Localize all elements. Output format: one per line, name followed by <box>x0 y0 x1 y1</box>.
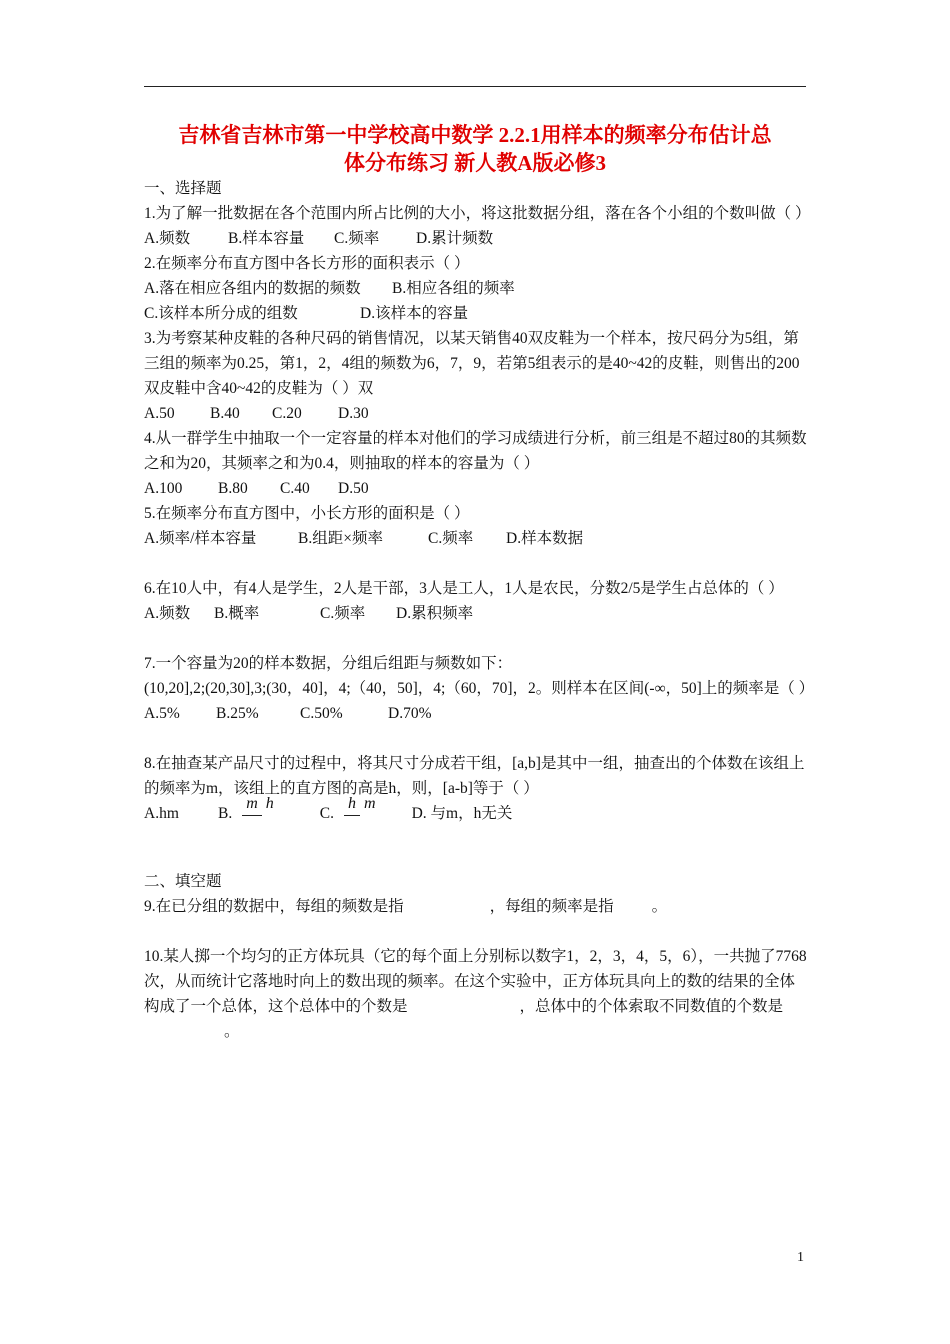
option-d: D.30 <box>338 405 369 422</box>
page-number: 1 <box>797 1250 804 1265</box>
question-10-part-1: 10.某人掷一个均匀的正方体玩具（它的每个面上分别标以数字1，2，3，4，5，6），一共抛了7768次，从而统计它落地时向上的数出现的频率。在这个实验中，正方体玩具向上的数的结果的全体构成了一个总体，这个总体中的个数是 <box>144 948 807 1015</box>
document-title <box>130 121 820 177</box>
option-b: B.25% <box>216 705 259 722</box>
option-c: C.频率 <box>334 230 380 247</box>
option-a: A.100 <box>144 480 183 497</box>
option-d: D.50 <box>338 480 369 497</box>
option-b: B.样本容量 <box>228 230 305 247</box>
question-10-part-3: 。 <box>224 1023 240 1040</box>
option-a: A.落在相应各组内的数据的频数 <box>144 280 361 297</box>
question-9-part-3: 。 <box>651 898 668 915</box>
question-7-line-2: (10,20],2;(20,30],3;(30，40]，4;（40，50]，4;（60，70]，2。则样本在区间(-∞，50]上的频率是（ ） <box>144 680 815 697</box>
option-c: C.频率 <box>320 605 366 622</box>
question-9-part-1: 9.在已分组的数据中，每组的频数是指 <box>144 898 404 915</box>
question-2: 2.在频率分布直方图中各长方形的面积表示（ ） <box>144 255 470 272</box>
option-d: D.70% <box>388 705 432 722</box>
option-a: A.50 <box>144 405 175 422</box>
header-rule <box>144 86 806 87</box>
question-10 <box>144 944 808 1044</box>
section-heading-fill: 二、填空题 <box>144 873 222 890</box>
option-b: B.概率 <box>214 605 260 622</box>
section-heading-choice: 一、选择题 <box>144 180 222 197</box>
option-a: A.频数 <box>144 230 191 247</box>
option-a: A.5% <box>144 705 180 722</box>
question-4: 4.从一群学生中抽取一个一定容量的样本对他们的学习成绩进行分析，前三组是不超过80的其频数之和为20，其频率之和为0.4，则抽取的样本的容量为（ ） <box>144 430 807 472</box>
option-c: C.40 <box>280 480 310 497</box>
option-c: C. <box>319 805 334 822</box>
document-body <box>144 176 815 1044</box>
question-4-options <box>144 476 808 501</box>
fraction-m-over-h <box>242 793 278 816</box>
fraction-denominator: m <box>364 794 376 812</box>
question-1-options <box>144 226 808 251</box>
option-b: B.40 <box>210 405 240 422</box>
question-7-line-1: 7.一个容量为20的样本数据，分组后组距与频数如下： <box>144 655 513 672</box>
option-c: C.50% <box>300 705 343 722</box>
question-8: 8.在抽查某产品尺寸的过程中，将其尺寸分成若干组，[a,b]是其中一组，抽查出的个体数在该组上的频率为m，该组上的直方图的高是h，则，[a-b]等于（ ） <box>144 755 805 797</box>
question-3-options <box>144 401 808 426</box>
question-10-part-2: ，总体中的个体索取不同数值的个数是 <box>519 998 784 1015</box>
title-line-1: 吉林省吉林市第一中学校高中数学 2.2.1用样本的频率分布估计总 <box>178 123 772 147</box>
question-5: 5.在频率分布直方图中，小长方形的面积是（ ） <box>144 505 470 522</box>
question-9-part-2: ，每组的频率是指 <box>489 898 614 915</box>
question-1: 1.为了解一批数据在各个范围内所占比例的大小，将这批数据分组，落在各个小组的个数叫做（ ） <box>144 205 811 222</box>
question-2-options-row-1 <box>144 276 808 301</box>
question-7-options <box>144 701 808 726</box>
option-c: C.20 <box>272 405 302 422</box>
question-5-options <box>144 526 808 551</box>
option-c: C.频率 <box>428 530 474 547</box>
question-6: 6.在10人中，有4人是学生，2人是干部，3人是工人，1人是农民，分数2/5是学生占总体的（ ） <box>144 580 784 597</box>
option-c: C.该样本所分成的组数 <box>144 305 298 322</box>
fraction-numerator: m <box>242 793 262 816</box>
option-a: A.频率/样本容量 <box>144 530 257 547</box>
option-b: B.相应各组的频率 <box>392 280 515 297</box>
option-d: D.累计频数 <box>416 230 494 247</box>
option-d: D. 与m，h无关 <box>411 805 513 822</box>
fraction-h-over-m <box>344 793 380 816</box>
fraction-numerator: h <box>344 793 360 816</box>
question-9 <box>144 894 808 919</box>
option-a: A.频数 <box>144 605 191 622</box>
option-d: D.累积频率 <box>396 605 474 622</box>
option-b: B.80 <box>218 480 248 497</box>
option-d: D.该样本的容量 <box>360 305 469 322</box>
option-d: D.样本数据 <box>506 530 584 547</box>
question-3: 3.为考察某种皮鞋的各种尺码的销售情况，以某天销售40双皮鞋为一个样本，按尺码分为5组，第三组的频率为0.25，第1，2，4组的频数为6，7，9，若第5组表示的是40~42的皮鞋，则售出的200双皮鞋中含40~42的皮鞋为（ ）双 <box>144 330 800 397</box>
question-6-options <box>144 601 808 626</box>
option-b: B. <box>218 805 233 822</box>
fraction-denominator: h <box>265 794 274 812</box>
option-b: B.组距×频率 <box>298 530 383 547</box>
question-8-options <box>144 794 808 826</box>
option-a: A.hm <box>144 805 179 822</box>
title-line-2: 体分布练习 新人教A版必修3 <box>344 151 606 175</box>
question-2-options-row-2 <box>144 301 808 326</box>
